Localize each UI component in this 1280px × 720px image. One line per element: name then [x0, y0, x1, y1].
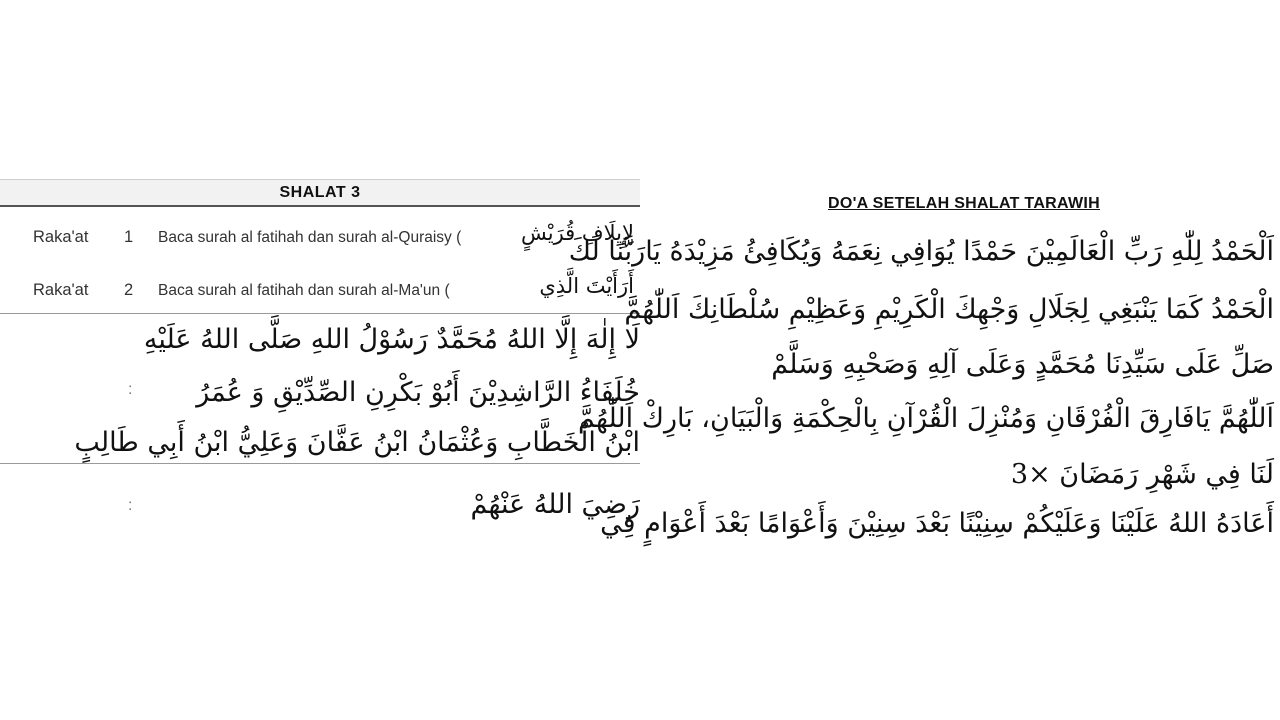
rakaat-label: Raka'at [33, 281, 89, 299]
surah-arabic-name: أَرَأَيْتَ الَّذِي [539, 274, 634, 298]
colon-mark: : [128, 381, 133, 398]
shalat-title: SHALAT 3 [279, 184, 361, 201]
doa-line-2: الْحَمْدُ كَمَا يَنْبَغِي لِجَلَالِ وَجْهِكَ الْكَرِيْمِ وَعَظِيْمِ سُلْطَانِكَ اَللّٰهُمَّ [624, 294, 1274, 325]
shalat-3-section [0, 179, 640, 546]
row-divider [0, 313, 640, 314]
row-divider [0, 463, 640, 464]
doa-line-4: اَللّٰهُمَّ يَافَارِقَ الْفُرْقَانِ وَمُنْزِلَ الْقُرْآنِ بِالْحِكْمَةِ وَالْبَيَانِ، بَارِكْ اَللّٰهُمَّ [578, 403, 1274, 434]
arabic-line-3: ابْنُ الْخَطَّابِ وَعُثْمَانُ ابْنُ عَفَّانَ وَعَلِيُّ ابْنُ أَبِي طَالِبٍ [74, 427, 640, 458]
rakaat-row-2 [0, 276, 640, 306]
rakaat-label: Raka'at [33, 228, 89, 246]
arabic-line-2: خُلَفَاءُ الرَّاشِدِيْنَ أَبُوْ بَكْرِنِ الصِّدِّيْقِ وَ عُمَرُ [196, 377, 640, 408]
doa-line-6: أَعَادَهُ اللهُ عَلَيْنَا وَعَلَيْكُمْ سِنِيْنًا بَعْدَ سِنِيْنَ وَأَعْوَامًا بَعْدَ أَعْوَامٍ فِي [600, 508, 1274, 539]
rakaat-number: 2 [124, 281, 134, 299]
rakaat-row-1 [0, 223, 640, 253]
colon-mark: : [128, 497, 133, 514]
doa-title: DO'A SETELAH SHALAT TARAWIH [827, 195, 1101, 212]
doa-line-1: اَلْحَمْدُ لِلّٰهِ رَبِّ الْعَالَمِيْنَ حَمْدًا يُوَافِي نِعَمَهُ وَيُكَافِئُ مَزِيْدَهُ يَارَبَّنَا لَكَ [568, 236, 1274, 267]
doa-line-3: صَلِّ عَلَى سَيِّدِنَا مُحَمَّدٍ وَعَلَى آلِهِ وَصَحْبِهِ وَسَلَّمْ [771, 349, 1274, 380]
shalat-header [0, 179, 640, 207]
rakaat-description: Baca surah al fatihah dan surah al-Quraisy ( [158, 229, 462, 246]
arabic-line-1: لَا إِلٰهَ إِلَّا اللهُ مُحَمَّدٌ رَسُوْلُ اللهِ صَلَّى اللهُ عَلَيْهِ [143, 324, 640, 355]
rakaat-description: Baca surah al fatihah dan surah al-Ma'un ( [158, 282, 450, 299]
doa-line-5: لَنَا فِي شَهْرِ رَمَضَانَ ×3 [1010, 459, 1274, 490]
arabic-line-4: رَضِيَ اللهُ عَنْهُمْ [470, 489, 640, 520]
rakaat-number: 1 [124, 228, 134, 246]
surah-arabic-name: لِإِيلَافِ قُرَيْشٍ [520, 221, 634, 245]
